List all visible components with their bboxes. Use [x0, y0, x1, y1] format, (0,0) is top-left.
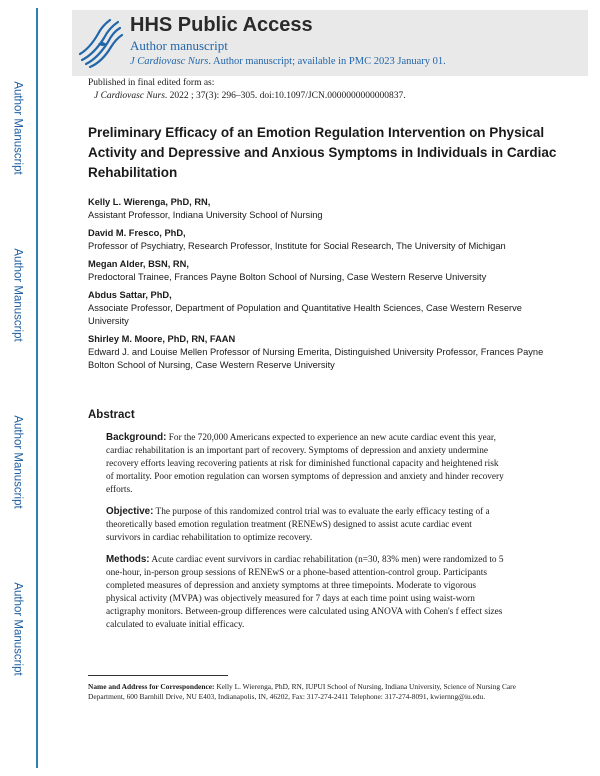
author-entry [88, 196, 558, 222]
author-entry [88, 333, 558, 372]
author-list [88, 196, 558, 377]
hhs-eagle-logo-icon [76, 14, 124, 68]
author-name: David M. Fresco, PhD, [88, 228, 186, 238]
author-name: Kelly L. Wierenga, PhD, RN, [88, 197, 211, 207]
author-manuscript-label: Author manuscript [130, 38, 228, 53]
author-affiliation: Professor of Psychiatry, Research Professor, Institute for Social Research, The University of Michigan [88, 241, 506, 251]
author-entry [88, 258, 558, 284]
author-affiliation: Assistant Professor, Indiana University School of Nursing [88, 210, 323, 220]
side-label-author-manuscript: Author Manuscript [12, 582, 25, 676]
author-entry [88, 289, 558, 328]
published-citation: J Cardiovasc Nurs. 2022 ; 37(3): 296–305. doi:10.1097/JCN.0000000000000837. [94, 91, 406, 101]
side-label-author-manuscript: Author Manuscript [12, 248, 25, 342]
author-affiliation: Edward J. and Louise Mellen Professor of Nursing Emerita, Distinguished University Professor, Frances Payne Bolton School of Nursing, Case Western Reserve University [88, 347, 544, 370]
abstract-background: Background: For the 720,000 Americans expected to experience an new acute cardiac event this year, cardiac rehabilitation is an important part of recovery. Symptoms of depression and anxiety undermine recovery efforts leaving recovering patients at risk for diminished functional capacity and heightened risk of mortality. Poor emotion regulation can worsen symptoms of depression and anxiety and hinder recovery efforts. [106, 432, 504, 495]
author-name: Abdus Sattar, PhD, [88, 290, 172, 300]
author-affiliation: Predoctoral Trainee, Frances Payne Bolton School of Nursing, Case Western Reserve University [88, 272, 487, 282]
author-name: Megan Alder, BSN, RN, [88, 259, 189, 269]
article-title: Preliminary Efficacy of an Emotion Regulation Intervention on Physical Activity and Depressive and Anxious Symptoms in Individuals in Cardiac Rehabilitation [88, 125, 557, 180]
correspondence-footnote: Name and Address for Correspondence: Kelly L. Wierenga, PhD, RN, IUPUI School of Nursing, Indiana University, Science of Nursing Care Department, 600 Barnhill Drive, NU E403, Indianapolis, IN, 46202, Fax: 317-274-2411 Telephone: 317-274-8091, kwiernng@iu.edu. [88, 682, 516, 701]
published-label: Published in final edited form as: [88, 78, 215, 88]
margin-rule [36, 8, 38, 768]
abstract-body [106, 431, 508, 640]
abstract-methods: Methods: Acute cardiac event survivors in cardiac rehabilitation (n=30, 83% men) were randomized to 5 one-hour, in-person group sessions of RENEwS or a phone-based attention-control group. Participants completed measures of depression and anxiety symptoms at three timepoints. Moderate to vigorous physical activity (MVPA) was objectively measured for 7 days at each time point using waist-worn actigraphy monitors. Between-group differences were calculated using ANOVA with Cohen's f effect sizes calculated to evaluate initial efficacy. [106, 554, 504, 630]
footnote-divider [88, 675, 228, 676]
hhs-public-access-title: HHS Public Access [130, 14, 313, 36]
abstract-objective: Objective: The purpose of this randomized control trial was to evaluate the early efficacy testing of a theoretically based emotion regulation treatment (RENEwS) designed to assist acute cardiac event survivors in cardiac rehabilitation to optimize recovery. [106, 506, 490, 543]
author-affiliation: Associate Professor, Department of Population and Quantitative Health Sciences, Case Western Reserve University [88, 303, 522, 326]
side-label-author-manuscript: Author Manuscript [12, 415, 25, 509]
abstract-heading: Abstract [88, 409, 135, 421]
author-entry [88, 227, 558, 253]
side-label-author-manuscript: Author Manuscript [12, 81, 25, 175]
author-name: Shirley M. Moore, PhD, RN, FAAN [88, 334, 236, 344]
manuscript-availability: J Cardiovasc Nurs. Author manuscript; available in PMC 2023 January 01. [130, 56, 446, 67]
